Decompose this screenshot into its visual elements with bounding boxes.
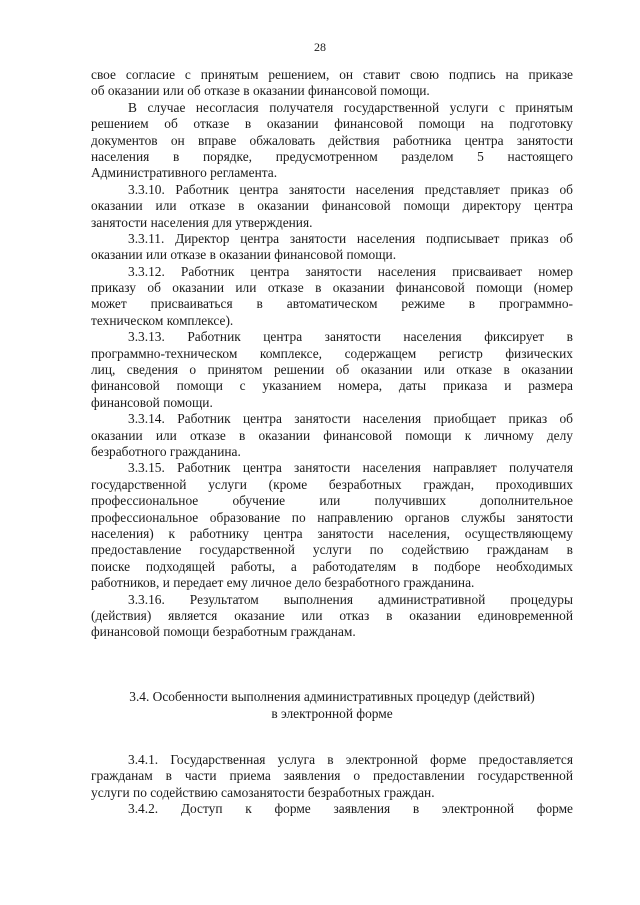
- section-heading-line: 3.4. Особенности выполнения административных процедур (действий): [129, 689, 535, 704]
- text-line: об оказании или об отказе в оказании финансовой помощи.: [91, 83, 430, 99]
- text-line: техническом комплексе).: [91, 312, 234, 328]
- text-line: 3.4.2. Доступ к форме заявления в электронной форме: [128, 801, 573, 817]
- text-line: (действия) является оказание или отказ в оказании единовременной: [91, 607, 573, 623]
- text-line: 3.3.11. Директор центра занятости населения подписывает приказ об: [128, 230, 573, 246]
- text-line: финансовой помощи безработным гражданам.: [91, 624, 356, 640]
- text-line: 3.3.14. Работник центра занятости населения приобщает приказ об: [128, 411, 573, 427]
- text-line: программно-техническом комплексе, содержащем регистр физических: [91, 345, 573, 361]
- text-line: решением об отказе в оказании финансовой помощи на подготовку: [91, 116, 573, 132]
- text-line: услуги по содействию самозанятости безработных граждан.: [91, 784, 435, 800]
- page-number: 28: [314, 40, 326, 54]
- text-line: финансовой помощи.: [91, 394, 213, 410]
- text-line: населения) к работнику центра занятости населения, осуществляющему: [91, 525, 573, 541]
- text-line: приказу об оказании или отказе в оказании финансовой помощи (номер: [91, 280, 573, 296]
- text-line: поиске подходящей работы, а работодателям в подборе необходимых: [91, 558, 573, 574]
- text-line: свое согласие с принятым решением, он ставит свою подпись на приказе: [91, 67, 573, 82]
- section-heading: [91, 688, 573, 722]
- text-line: государственной услуги (кроме безработных граждан, проходивших: [91, 476, 573, 492]
- text-line: 3.3.10. Работник центра занятости населения представляет приказ об: [128, 181, 573, 197]
- text-line: предоставление государственной услуги по содействию гражданам в: [91, 542, 573, 558]
- section-3-3-text: [91, 67, 573, 641]
- text-line: 3.3.12. Работник центра занятости населения присваивает номер: [128, 263, 573, 279]
- text-line: оказании или отказе в оказании финансовой помощи директору центра: [91, 198, 573, 214]
- text-line: оказании или отказе в оказании финансовой помощи к личному делу: [91, 427, 573, 443]
- text-line: В случае несогласия получателя государственной услуги с принятым: [128, 99, 573, 115]
- section-heading-line: в электронной форме: [271, 706, 393, 721]
- text-line: 3.3.16. Результатом выполнения административной процедуры: [128, 591, 573, 607]
- text-line: безработного гражданина.: [91, 443, 241, 459]
- text-line: занятости населения для утверждения.: [91, 214, 313, 230]
- text-line: 3.3.13. Работник центра занятости населения фиксирует в: [128, 329, 573, 345]
- text-line: может присваиваться в автоматическом режиме в программно-: [91, 296, 573, 312]
- text-line: 3.4.1. Государственная услуга в электронной форме предоставляется: [128, 752, 573, 767]
- text-line: оказании или отказе в оказании финансовой помощи.: [91, 247, 397, 263]
- text-line: документов он вправе обжаловать действия работника центра занятости: [91, 132, 573, 148]
- text-line: финансовой помощи с указанием номера, даты приказа и размера: [91, 378, 573, 394]
- text-line: профессиональное образование по направлению органов службы занятости: [91, 509, 573, 525]
- text-line: профессиональное обучение или получивших дополнительное: [91, 493, 573, 509]
- text-line: Административного регламента.: [91, 165, 278, 181]
- section-3-4-text: [91, 752, 573, 818]
- text-line: населения в порядке, предусмотренном разделом 5 настоящего: [91, 148, 573, 164]
- text-line: лиц, сведения о принятом решении об оказании или отказе в оказании: [91, 362, 573, 378]
- text-line: гражданам в части приема заявления о предоставлении государственной: [91, 768, 573, 784]
- text-line: работников, и передает ему личное дело безработного гражданина.: [91, 575, 475, 591]
- text-line: 3.3.15. Работник центра занятости населения направляет получателя: [128, 460, 573, 476]
